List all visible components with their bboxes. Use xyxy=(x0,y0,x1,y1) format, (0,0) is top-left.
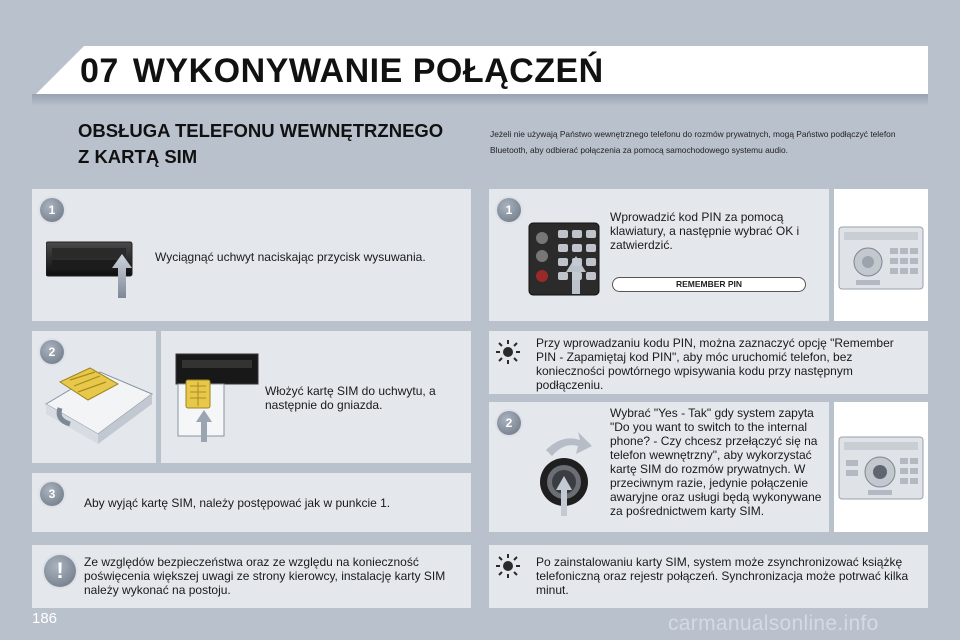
left-step-3-text: Aby wyjąć kartę SIM, należy postępować jak w punkcie 1. xyxy=(84,496,391,510)
sim-tray-icon xyxy=(46,238,146,300)
tip-2-text: Po zainstalowaniu karty SIM, system może zsynchronizować książkę telefoniczną oraz rejestr połączeń. Synchronizacja może potrwać kilka minut. xyxy=(536,555,909,597)
page-title xyxy=(80,52,604,91)
right-step-2-text: Wybrać "Yes - Tak" gdy system zapyta "Do you want to switch to the internal phone? - Czy chcesz przełączyć się na telefon wewnętrzny", aby wykorzystać kartę SIM do rozmów prywatnych. W przeciwnym razie, jedynie połączenie awaryjne oraz usługi będą wykonywane za pośrednictwem karty SIM. xyxy=(610,406,822,518)
left-step-1-text: Wyciągnąć uchwyt naciskając przycisk wysuwania. xyxy=(155,250,426,264)
lightbulb-tip-icon xyxy=(494,552,522,580)
sim-card-icon xyxy=(40,364,156,444)
section-intro: Jeżeli nie używają Państwo wewnętrznego telefonu do rozmów prywatnych, mogą Państwo podłączyć telefon Bluetooth, aby odbierać połączenia za pomocą samochodowego systemu audio. xyxy=(490,129,896,155)
sim-tray-icon xyxy=(172,352,262,444)
chapter-number: 07 xyxy=(80,52,119,90)
title-shadow xyxy=(32,94,928,106)
tip-1-text: Przy wprowadzaniu kodu PIN, można zaznaczyć opcję "Remember PIN - Zapamiętaj kod PIN", aby móc uruchomić telefon, bez konieczności powtórnego wpisywania kodu przy następnym podłączeniu. xyxy=(536,336,894,392)
step-badge: 1 xyxy=(497,198,521,222)
keypad-icon xyxy=(528,222,600,296)
radio-unit-icon xyxy=(838,436,924,500)
step-badge: 2 xyxy=(40,340,64,364)
watermark: carmanualsonline.info xyxy=(668,612,879,635)
step-badge: 1 xyxy=(40,198,64,222)
warning-icon: ! xyxy=(44,555,76,587)
remember-pin-button[interactable]: REMEMBER PIN xyxy=(612,277,806,292)
right-step-1-text: Wprowadzić kod PIN za pomocą klawiatury, a następnie wybrać OK i zatwierdzić. xyxy=(610,210,800,252)
section-heading-line1: OBSŁUGA TELEFONU WEWNĘTRZNEGO xyxy=(78,120,444,141)
step-badge: 3 xyxy=(40,482,64,506)
lightbulb-tip-icon xyxy=(494,338,522,366)
chapter-title: WYKONYWANIE POŁĄCZEŃ xyxy=(132,52,604,90)
warning-text: Ze względów bezpieczeństwa oraz ze względu na konieczność poświęcenia większej uwagi ze strony kierowcy, instalację karty SIM należy wykonać na postoju. xyxy=(84,555,446,597)
page-number: 186 xyxy=(32,610,58,627)
section-heading-line2: Z KARTĄ SIM xyxy=(78,146,198,167)
left-step-2-text: Włożyć kartę SIM do uchwytu, a następnie do gniazda. xyxy=(265,384,436,412)
section-heading xyxy=(78,118,443,170)
rotary-knob-icon xyxy=(526,428,606,518)
step-badge: 2 xyxy=(497,411,521,435)
radio-unit-icon xyxy=(838,226,924,290)
